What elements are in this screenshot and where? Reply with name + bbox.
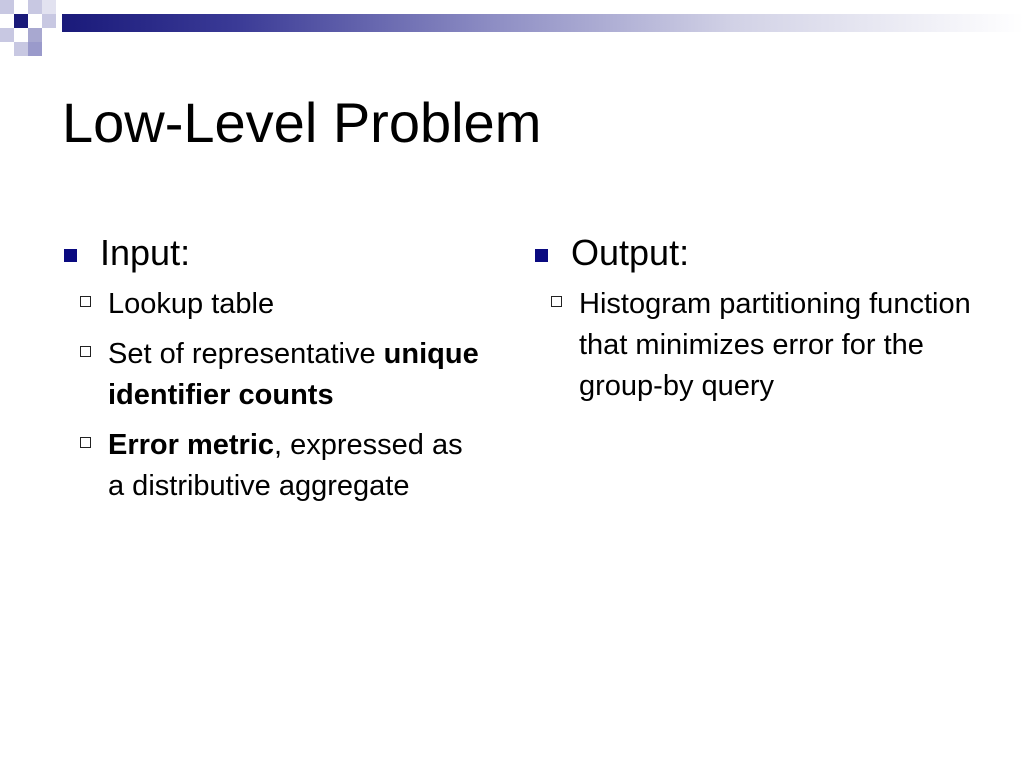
list-item-text: Lookup table bbox=[108, 288, 275, 320]
decor-square bbox=[14, 42, 28, 56]
output-heading: Output: bbox=[571, 232, 690, 273]
hollow-square-bullet-icon bbox=[80, 346, 91, 357]
list-item-text: Set of representative bbox=[108, 338, 384, 370]
decor-square bbox=[14, 14, 28, 28]
decor-square bbox=[28, 28, 42, 42]
square-bullet-icon bbox=[64, 249, 77, 262]
list-item bbox=[62, 284, 482, 325]
decor-square bbox=[42, 0, 56, 14]
list-item-text: Histogram partitioning function that minimizes error for the group-by query bbox=[579, 288, 971, 402]
hollow-square-bullet-icon bbox=[80, 296, 91, 307]
list-item-bold-text: Error metric bbox=[108, 429, 275, 461]
decor-square bbox=[0, 0, 14, 14]
decor-square bbox=[28, 42, 42, 56]
decor-square bbox=[42, 14, 56, 28]
list-item-text-after: , expressed as a distributive aggregate bbox=[108, 429, 463, 502]
square-bullet-icon bbox=[535, 249, 548, 262]
list-item-bold-text: unique identifier counts bbox=[108, 338, 479, 411]
list-item bbox=[62, 334, 482, 416]
output-sublist bbox=[533, 284, 983, 407]
decor-square bbox=[28, 0, 42, 14]
output-column bbox=[533, 232, 983, 416]
input-heading-item bbox=[62, 232, 482, 274]
hollow-square-bullet-icon bbox=[551, 296, 562, 307]
list-item bbox=[533, 284, 983, 407]
list-item bbox=[62, 425, 482, 507]
decor-square bbox=[0, 28, 14, 42]
hollow-square-bullet-icon bbox=[80, 437, 91, 448]
input-sublist bbox=[62, 284, 482, 507]
header-gradient-bar bbox=[62, 14, 1024, 32]
input-heading: Input: bbox=[100, 232, 191, 273]
output-heading-item bbox=[533, 232, 983, 274]
slide-title: Low-Level Problem bbox=[62, 91, 542, 154]
input-column bbox=[62, 232, 482, 516]
